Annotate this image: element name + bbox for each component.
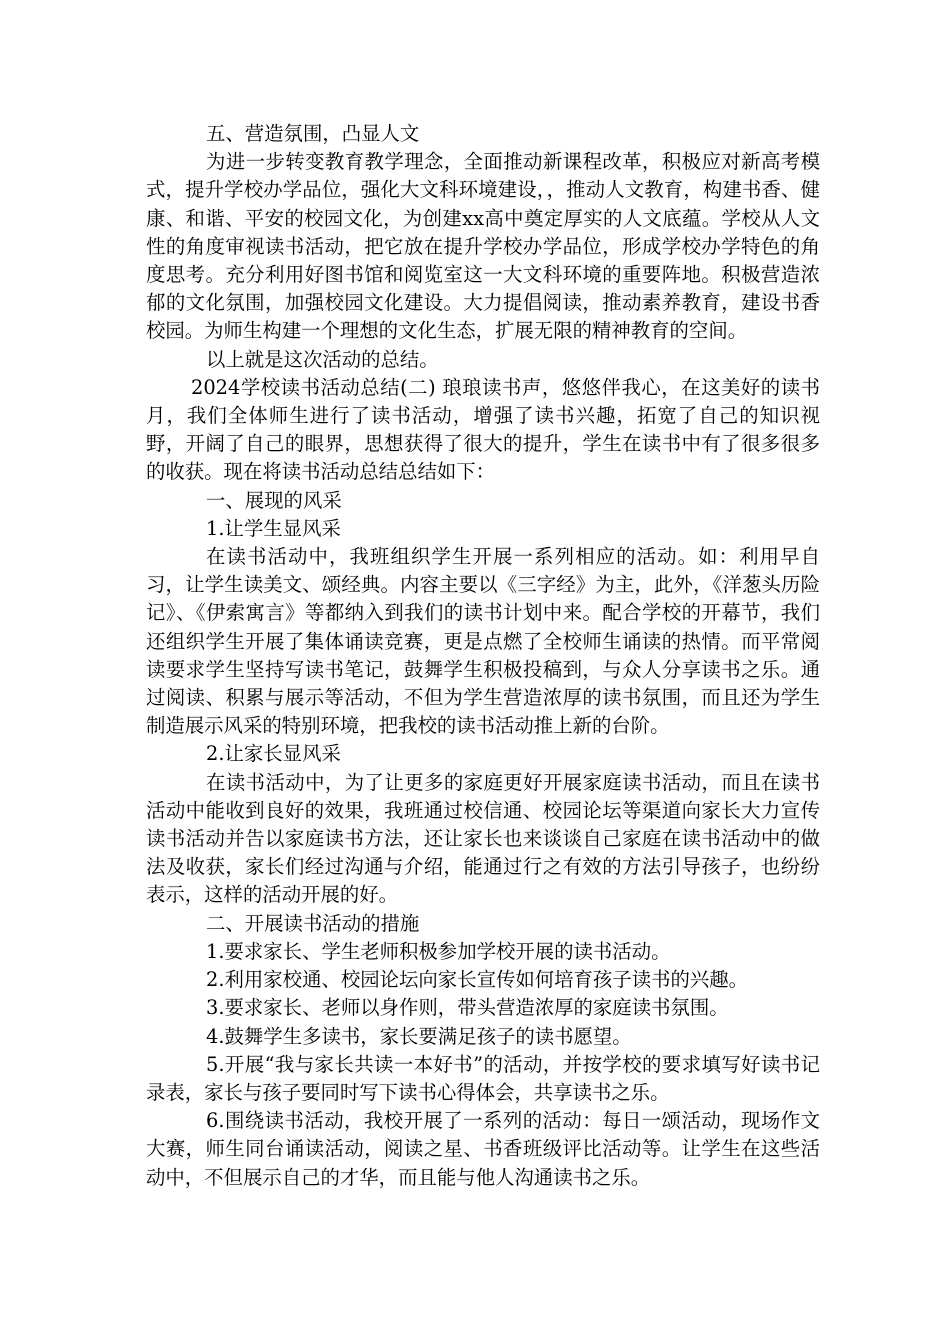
subsection-heading: 2.让家长显风采 <box>206 742 341 766</box>
section-heading-5: 五、营造氛围，凸显人文 <box>206 122 420 145</box>
body-paragraph: 为进一步转变教育教学理念，全面推动新课程改革，积极应对新高考模式，提升学校办学品位，强化大文科环境建设，，推动人文教育，构建书香、健康、和谐、平安的校园文化，为创建xx高中奠定厚实的人文底蕴。学校从人文性的角度审视读书活动，把它放在提升学校办学品位，形成学校办学特色的角度思考。充分利用好图书馆和阅览室这一大文科环境的重要阵地。积极营造浓郁的文化氛围，加强校园文化建设。大力提倡阅读，推动素养教育，建设书香校园。为师生构建一个理想的文化生态，扩展无限的精神教育的空间。 <box>146 150 820 343</box>
list-item: 4.鼓舞学生多读书，家长要满足孩子的读书愿望。 <box>206 1024 632 1048</box>
body-paragraph: 2024学校读书活动总结(二) 琅琅读书声，悠悠伴我心，在这美好的读书月，我们全体师生进行了读书活动，增强了读书兴趣，拓宽了自己的知识视野，开阔了自己的眼界，思想获得了很大的提升，学生在读书中有了很多很多的收获。现在将读书活动总结总结如下： <box>146 375 820 484</box>
body-paragraph: 以上就是这次活动的总结。 <box>206 347 439 371</box>
list-item: 5.开展“我与家长共读一本好书”的活动，并按学校的要求填写好读书记录表，家长与孩子要同时写下读书心得体会，共享读书之乐。 <box>146 1052 820 1104</box>
body-paragraph: 在读书活动中，我班组织学生开展一系列相应的活动。如：利用早自习，让学生读美文、颂经典。内容主要以《三字经》为主，此外，《洋葱头历险记》、《伊索寓言》等都纳入到我们的读书计划中来。配合学校的开幕节，我们还组织学生开展了集体诵读竞赛，更是点燃了全校师生诵读的热情。而平常阅读要求学生坚持写读书笔记，鼓舞学生积极投稿到，与众人分享读书之乐。通过阅读、积累与展示等活动，不但为学生营造浓厚的读书氛围，而且还为学生制造展示风采的特别环境，把我校的读书活动推上新的台阶。 <box>146 545 820 738</box>
body-paragraph: 在读书活动中，为了让更多的家庭更好开展家庭读书活动，而且在读书活动中能收到良好的效果，我班通过校信通、校园论坛等渠道向家长大力宣传读书活动并告以家庭读书方法，还让家长也来谈谈自己家庭在读书活动中的做法及收获，家长们经过沟通与介绍，能通过行之有效的方法引导孩子，也纷纷表示，这样的活动开展的好。 <box>146 770 820 907</box>
section-heading-2: 二、开展读书活动的措施 <box>206 911 420 935</box>
list-item: 2.利用家校通、校园论坛向家长宣传如何培育孩子读书的兴趣。 <box>206 968 749 992</box>
list-item: 6.围绕读书活动，我校开展了一系列的活动：每日一颂活动，现场作文大赛，师生同台诵读活动，阅读之星、书香班级评比活动等。让学生在这些活动中，不但展示自己的才华，而且能与他人沟通读书之乐。 <box>146 1109 820 1189</box>
document-body <box>146 120 820 1192</box>
subsection-heading: 1.让学生显风采 <box>206 516 341 540</box>
section-heading-1: 一、展现的风采 <box>206 488 342 512</box>
list-item: 1.要求家长、学生老师积极参加学校开展的读书活动。 <box>206 939 671 963</box>
list-item: 3.要求家长、老师以身作则，带头营造浓厚的家庭读书氛围。 <box>206 996 729 1020</box>
